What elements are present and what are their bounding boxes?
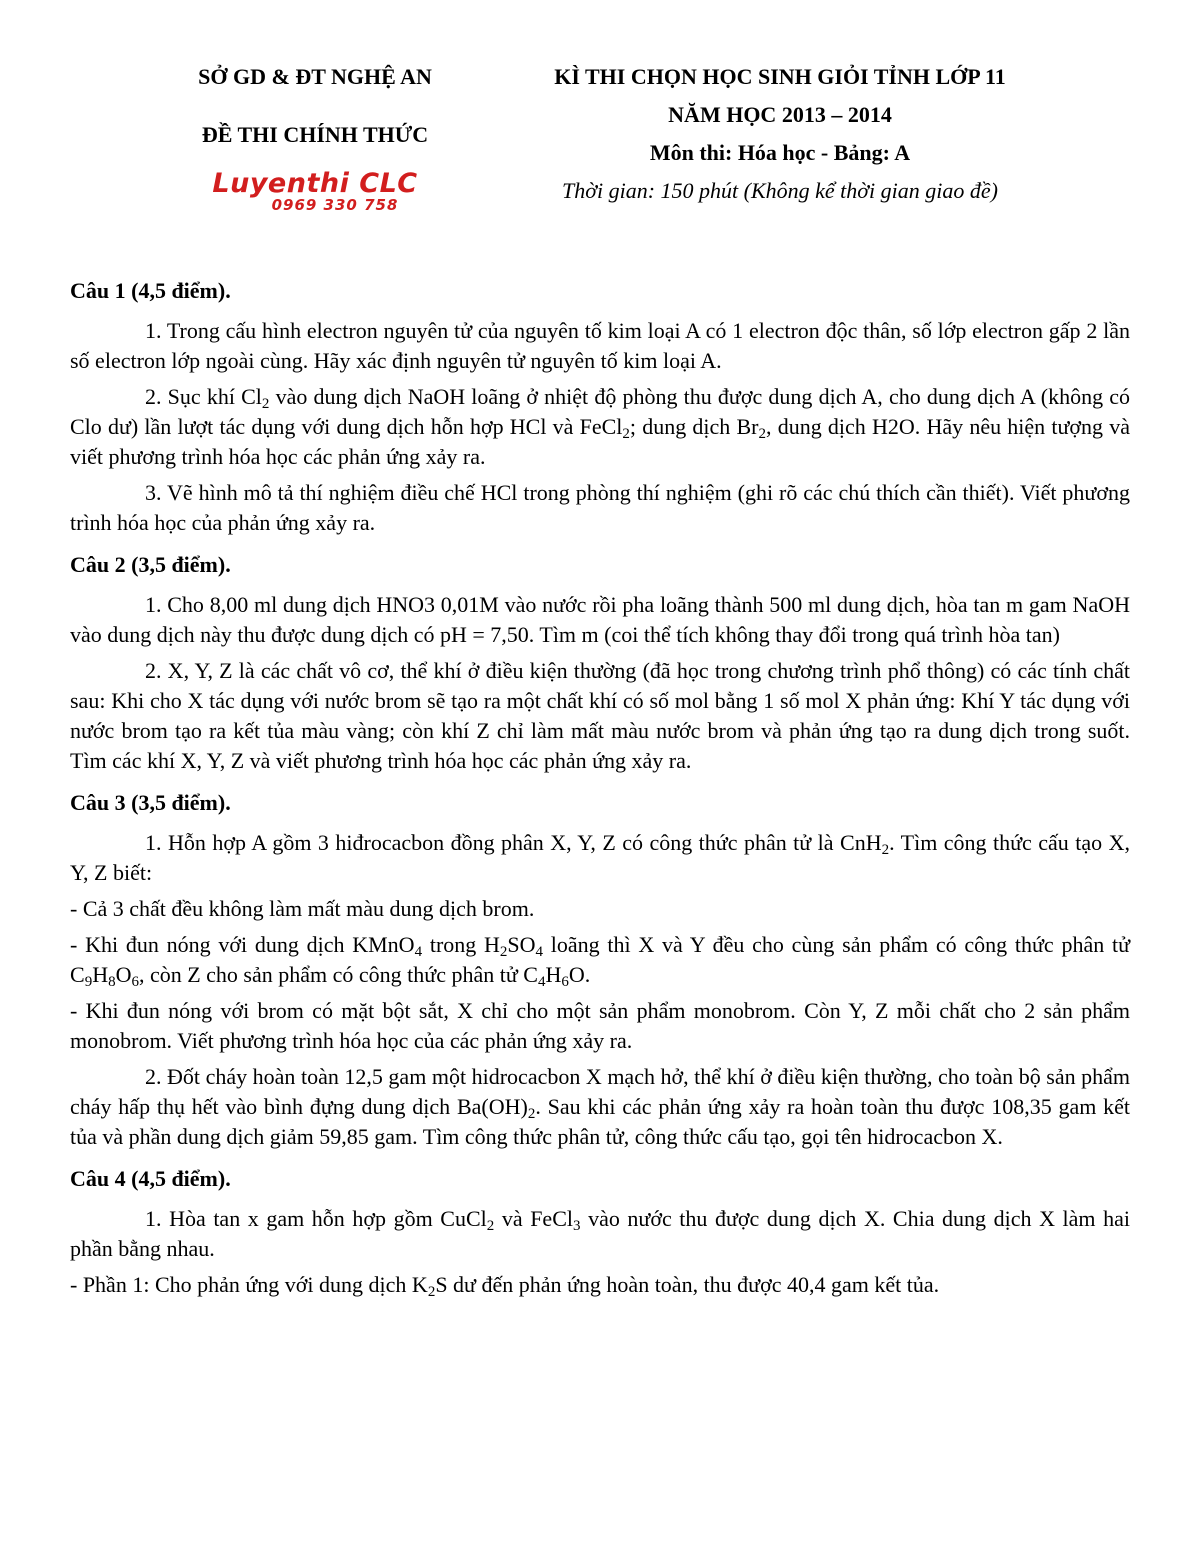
school-year: NĂM HỌC 2013 – 2014 xyxy=(668,102,892,127)
subscript: 9 xyxy=(84,974,93,990)
text-segment: , còn Z cho sản phẩm có công thức phân tử C xyxy=(138,962,538,987)
time-limit: Thời gian: 150 phút (Không kể thời gian giao đề) xyxy=(562,178,998,203)
question-1-part-1: 1. Trong cấu hình electron nguyên tử của nguyên tố kim loại A có 1 electron độc thân, số lớp electron gấp 2 lần số electron lớp ngoài cùng. Hãy xác định nguyên tử nguyên tố kim loại A. xyxy=(70,318,1130,373)
question-2-title: Câu 2 (3,5 điểm). xyxy=(70,552,231,577)
subscript: 4 xyxy=(535,944,544,960)
text-segment: 2. Đốt cháy hoàn toàn 12,5 gam một hidrocacbon X mạch hở, thể khí ở điều kiện thường, cho toàn bộ sản phẩm cháy hấp thụ hết vào bình đựng dung dịch Ba(OH) xyxy=(70,1064,1130,1119)
text-segment: vào dung dịch NaOH loãng ở nhiệt độ phòng thu được dung dịch A, cho dung dịch A (không có Clo dư) lần lượt tác dụng với dung dịch hỗn hợp HCl và FeCl xyxy=(70,384,1130,439)
text-segment: . Tìm công thức cấu tạo X, Y, Z biết: xyxy=(70,830,1130,885)
header-left xyxy=(140,58,490,213)
question-3-bullet-3: - Khi đun nóng với brom có mặt bột sắt, X chỉ cho một sản phẩm monobrom. Còn Y, Z mỗi chất cho 2 sản phẩm monobrom. Viết phương trình hóa học của các phản ứng xảy ra. xyxy=(70,998,1130,1053)
text-segment: . Sau khi các phản ứng xảy ra hoàn toàn thu được 108,35 gam kết tủa và phần dung dịch giảm 59,85 gam. Tìm công thức phân tử, công thức cấu tạo, gọi tên hidrocacbon X. xyxy=(70,1094,1130,1149)
subject: Môn thi: Hóa học - Bảng: A xyxy=(649,140,911,165)
question-3-bullet-2 xyxy=(70,930,1130,990)
subscript: 3 xyxy=(572,1218,581,1234)
text-segment: 1. Hòa tan x gam hỗn hợp gồm CuCl xyxy=(145,1206,487,1231)
text-segment: SO xyxy=(507,932,536,957)
text-segment: - Phần 1: Cho phản ứng với dung dịch K xyxy=(70,1272,428,1297)
question-1-part-3: 3. Vẽ hình mô tả thí nghiệm điều chế HCl trong phòng thí nghiệm (ghi rõ các chú thích cần thiết). Viết phương trình hóa học của phản ứng xảy ra. xyxy=(70,480,1130,535)
subscript: 2 xyxy=(427,1284,436,1300)
question-4-title: Câu 4 (4,5 điểm). xyxy=(70,1166,231,1191)
text-segment: O. xyxy=(568,962,591,987)
question-4-bullet-1 xyxy=(70,1270,1130,1300)
text-segment: vào nước thu được dung dịch X. Chia dung dịch X làm hai phần bằng nhau. xyxy=(70,1206,1130,1261)
watermark-logo xyxy=(140,170,490,213)
text-segment: 1. Hỗn hợp A gồm 3 hiđrocacbon đồng phân X, Y, Z có công thức phân tử là CnH xyxy=(145,830,882,855)
question-1-title: Câu 1 (4,5 điểm). xyxy=(70,278,231,303)
subscript: 2 xyxy=(261,396,270,412)
logo-title: Luyenthi CLC xyxy=(212,168,418,199)
subscript: 6 xyxy=(561,974,569,990)
text-segment: và FeCl xyxy=(494,1206,573,1231)
exam-name: KÌ THI CHỌN HỌC SINH GIỎI TỈNH LỚP 11 xyxy=(554,64,1006,89)
department-name: SỞ GD & ĐT NGHỆ AN xyxy=(198,64,432,89)
exam-content xyxy=(70,272,1130,1300)
subscript: 2 xyxy=(622,426,630,442)
exam-type: ĐỀ THI CHÍNH THỨC xyxy=(201,122,429,147)
text-segment: loãng thì X và Y đều cho cùng sản phẩm có công thức phân tử C xyxy=(70,932,1131,987)
question-3-part-1 xyxy=(70,828,1130,888)
text-segment: H xyxy=(92,962,109,987)
question-1-part-2 xyxy=(70,382,1130,472)
question-2-part-1: 1. Cho 8,00 ml dung dịch HNO3 0,01M vào nước rồi pha loãng thành 500 ml dung dịch, hòa tan m gam NaOH vào dung dịch này thu được dung dịch có pH = 7,50. Tìm m (coi thể tích không thay đổi trong quá trình hòa tan) xyxy=(70,592,1130,647)
question-3-bullet-1: - Cả 3 chất đều không làm mất màu dung dịch brom. xyxy=(70,896,535,921)
question-3-part-2 xyxy=(70,1062,1130,1152)
subscript: 4 xyxy=(414,944,423,960)
subscript: 2 xyxy=(758,426,767,442)
text-segment: - Khi đun nóng với dung dịch KMnO xyxy=(70,932,415,957)
text-segment: ; dung dịch Br xyxy=(629,414,759,439)
text-segment: trong H xyxy=(422,932,500,957)
logo-phone: 0969 330 758 xyxy=(271,196,399,214)
subscript: 4 xyxy=(537,974,546,990)
text-segment: H xyxy=(545,962,562,987)
subscript: 6 xyxy=(131,974,139,990)
text-segment: , dung dịch H2O. Hãy nêu hiện tượng và viết phương trình hóa học các phản ứng xảy ra. xyxy=(70,414,1130,469)
header-right xyxy=(500,58,1060,210)
text-segment: 2. Sục khí Cl xyxy=(145,384,262,409)
question-4-part-1 xyxy=(70,1204,1130,1264)
subscript: 2 xyxy=(499,944,508,960)
question-3-title: Câu 3 (3,5 điểm). xyxy=(70,790,231,815)
text-segment: S dư đến phản ứng hoàn toàn, thu được 40,4 gam kết tủa. xyxy=(435,1272,940,1297)
subscript: 8 xyxy=(108,974,116,990)
text-segment: O xyxy=(115,962,132,987)
subscript: 2 xyxy=(527,1106,536,1122)
subscript: 2 xyxy=(486,1218,495,1234)
subscript: 2 xyxy=(881,842,890,858)
question-2-part-2: 2. X, Y, Z là các chất vô cơ, thể khí ở điều kiện thường (đã học trong chương trình phổ thông) có các tính chất sau: Khi cho X tác dụng với nước brom sẽ tạo ra một chất khí có số mol bằng 1 số mol X phản ứng: Khí Y tác dụng với nước brom tạo ra kết tủa màu vàng; còn khí Z chỉ làm mất màu nước brom và phản ứng tạo ra dung dịch trong suốt. Tìm các khí X, Y, Z và viết phương trình hóa học các phản ứng xảy ra. xyxy=(70,658,1130,773)
